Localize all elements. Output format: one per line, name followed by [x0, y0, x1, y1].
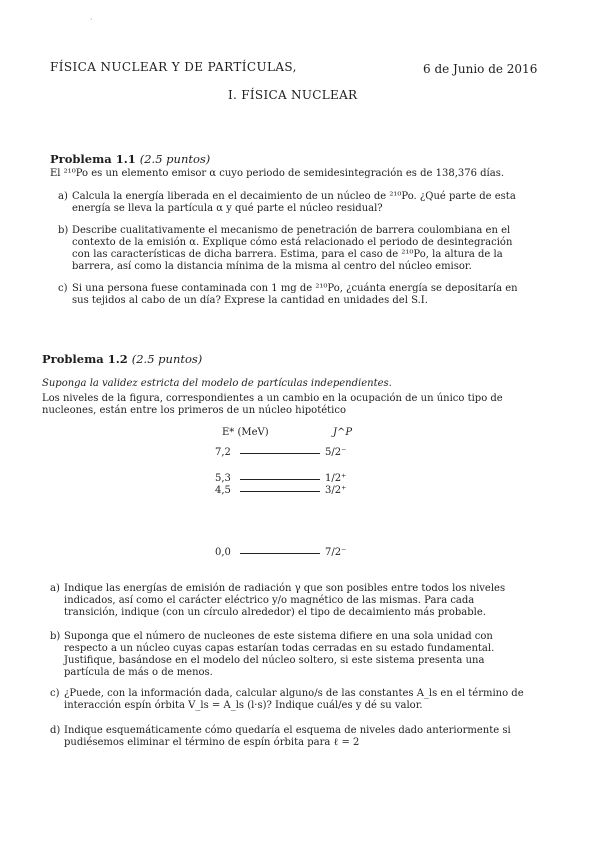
- level-spin-label: 1/2⁺: [325, 473, 347, 485]
- level-line: [240, 453, 320, 454]
- item-text: Indique las energías de emisión de radiación γ que son posibles entre todos los niveles indicados, así como el carácter eléctrico y/o magnético de las mismas. Para cada transición, indique (con un círculo alrededor) el tipo de decaimiento más probable.: [64, 583, 506, 618]
- problem-1-item-b: [58, 225, 523, 275]
- level-line: [240, 479, 320, 480]
- item-text: Si una persona fuese contaminada con 1 mg de ²¹⁰Po, ¿cuánta energía se depositaría en sus tejidos al cabo de un día? Exprese la cantidad en unidades del S.I.: [72, 283, 518, 306]
- problem-2-item-d: [50, 725, 524, 751]
- exam-date: 6 de Junio de 2016: [423, 62, 538, 76]
- course-title: FÍSICA NUCLEAR Y DE PARTÍCULAS,: [50, 60, 297, 74]
- item-text: Describe cualitativamente el mecanismo de penetración de barrera coulombiana en el contexto de la emisión α. Explique cómo está relacionado el periodo de desintegración con las características de dicha barrera. Estima, para el caso de ²¹⁰Po, la altura de la barrera, así como la distancia mínima de la misma al centro del núcleo emisor.: [72, 225, 513, 272]
- problem-1-points: (2.5 puntos): [139, 152, 211, 166]
- problem-1-label: Problema 1.1: [50, 152, 136, 166]
- item-label: b): [58, 225, 69, 236]
- problem-2-item-b: [50, 631, 524, 681]
- item-label: c): [50, 688, 60, 699]
- level-energy-label: 4,5: [215, 484, 231, 496]
- problem-2-title: [42, 352, 202, 366]
- level-spin-label: 5/2⁻: [325, 447, 347, 458]
- item-label: d): [50, 725, 61, 736]
- item-text: ¿Puede, con la información dada, calcular alguno/s de las constantes A_ls en el término de interacción espín órbita V_ls = A_ls (l·s)? Indique cuál/es y dé su valor.: [64, 688, 524, 711]
- level-spin-label: 3/2⁺: [325, 484, 347, 496]
- level-energy-label: 0,0: [215, 547, 231, 558]
- item-label: a): [50, 583, 60, 594]
- problem-1-item-c: [58, 283, 523, 309]
- item-label: b): [50, 631, 61, 642]
- scan-mark: ·: [90, 15, 93, 24]
- diagram-spin-header: J^P: [333, 427, 353, 438]
- problem-2-label: Problema 1.2: [42, 352, 128, 366]
- problem-1-intro: El ²¹⁰Po es un elemento emisor α cuyo periodo de semidesintegración es de 138,376 días.: [50, 168, 505, 179]
- level-line: [240, 553, 320, 554]
- item-text: Calcula la energía liberada en el decaimiento de un núcleo de ²¹⁰Po. ¿Qué parte de esta energía se lleva la partícula α y qué parte el núcleo residual?: [72, 191, 516, 214]
- section-title: I. FÍSICA NUCLEAR: [228, 88, 358, 102]
- problem-2-points: (2.5 puntos): [131, 352, 203, 366]
- level-energy-label: 7,2: [215, 447, 231, 458]
- level-line: [240, 491, 320, 492]
- problem-2-item-c: [50, 688, 524, 714]
- diagram-energy-header: E* (MeV): [222, 427, 269, 438]
- problem-1-item-a: [58, 191, 523, 217]
- item-label: a): [58, 191, 68, 202]
- problem-2-assumption: Suponga la validez estricta del modelo de partículas independientes.: [42, 378, 392, 389]
- item-text: Suponga que el número de nucleones de este sistema difiere en una sola unidad con respecto a un núcleo cuyas capas estarían todas cerradas en su estado fundamental. Justifique, basándose en el modelo del núcleo soltero, si este sistema presenta una partícula de más o de menos.: [64, 631, 495, 678]
- level-spin-label: 7/2⁻: [325, 547, 347, 558]
- level-energy-label: 5,3: [215, 473, 231, 485]
- item-text: Indique esquemáticamente cómo quedaría el esquema de niveles dado anteriormente si pudiésemos eliminar el término de espín órbita para ℓ = 2: [64, 725, 511, 748]
- problem-2-item-a: [50, 583, 524, 621]
- problem-1-title: [50, 152, 210, 166]
- item-label: c): [58, 283, 68, 294]
- problem-2-intro: Los niveles de la figura, correspondientes a un cambio en la ocupación de un único tipo de nucleones, están entre los primeros de un núcleo hipotético: [42, 393, 503, 416]
